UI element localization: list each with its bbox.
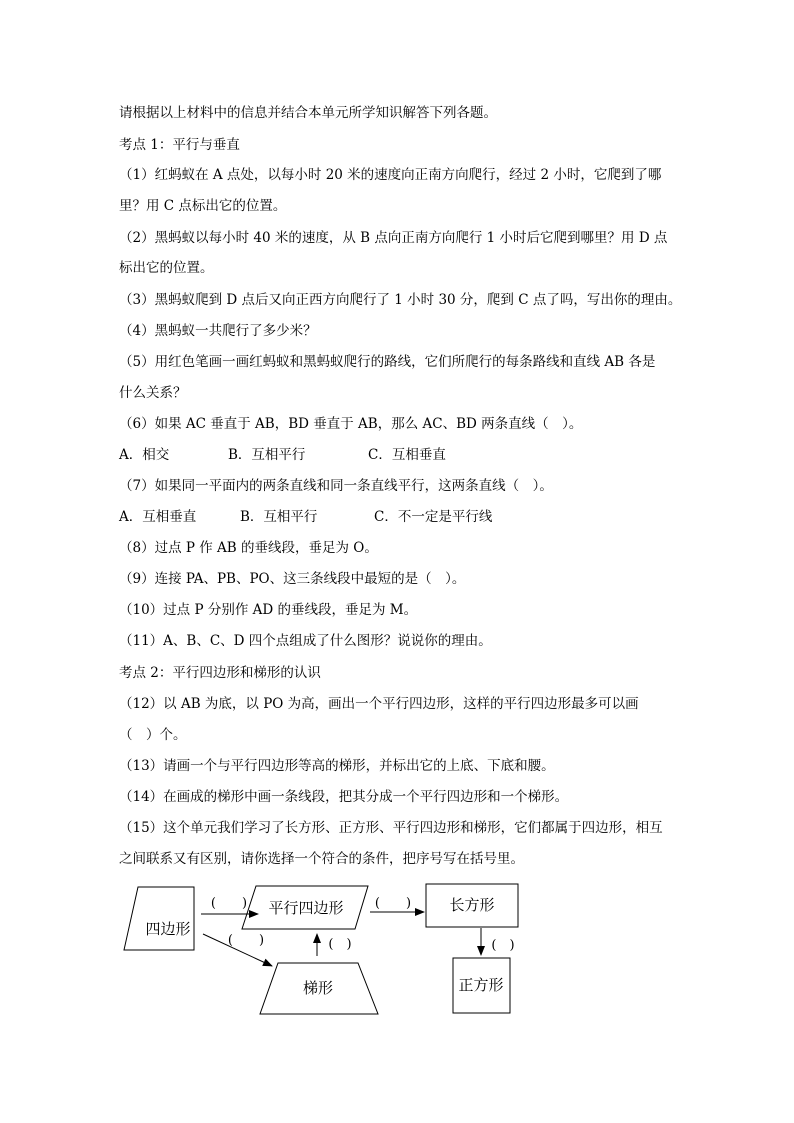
quadrilateral-label: 四边形 bbox=[145, 920, 191, 938]
question-13: （13）请画一个与平行四边形等高的梯形，并标出它的上底、下底和腰。 bbox=[119, 758, 555, 774]
section-heading-2: 考点 2：平行四边形和梯形的认识 bbox=[119, 665, 321, 681]
blank-parallelogram-to-rectangle: ( ) bbox=[374, 896, 412, 911]
question-15-line-2: 之间联系又有区别，请你选择一个符合的条件，把序号写在括号里。 bbox=[119, 851, 524, 867]
question-12-line-2: （ ）个。 bbox=[119, 727, 187, 743]
q7-option-b: B．互相平行 bbox=[240, 509, 318, 525]
question-9: （9）连接 PA、PB、PO、这三条线段中最短的是（ ）。 bbox=[119, 571, 466, 587]
question-5-line-2: 什么关系？ bbox=[119, 385, 187, 401]
blank-quadrilateral-to-trapezoid: ( ) bbox=[227, 933, 265, 948]
question-3: （3）黑蚂蚁爬到 D 点后又向正西方向爬行了 1 小时 30 分，爬到 C 点了吗，写出你的理由。 bbox=[119, 292, 682, 308]
question-8: （8）过点 P 作 AB 的垂线段，垂足为 O。 bbox=[119, 540, 378, 556]
question-7: （7）如果同一平面内的两条直线和同一条直线平行，这两条直线（ ）。 bbox=[119, 478, 553, 494]
question-1-line-2: 里？用 C 点标出它的位置。 bbox=[119, 198, 287, 214]
quadrilateral-shape bbox=[124, 887, 194, 950]
question-5-line-1: （5）用红色笔画一画红蚂蚁和黑蚂蚁爬行的路线，它们所爬行的每条路线和直线 AB 各是 bbox=[119, 354, 656, 370]
section-heading-1: 考点 1：平行与垂直 bbox=[119, 137, 240, 153]
question-2-line-1: （2）黑蚂蚁以每小时 40 米的速度，从 B 点向正南方向爬行 1 小时后它爬到哪里？用 D 点 bbox=[119, 230, 668, 246]
parallelogram-label: 平行四边形 bbox=[268, 899, 344, 917]
question-10: （10）过点 P 分别作 AD 的垂线段，垂足为 M。 bbox=[119, 602, 418, 618]
trapezoid-label: 梯形 bbox=[302, 979, 334, 997]
question-12-line-1: （12）以 AB 为底，以 PO 为高，画出一个平行四边形，这样的平行四边形最多可以画 bbox=[119, 696, 639, 712]
question-1-line-1: （1）红蚂蚁在 A 点处，以每小时 20 米的速度向正南方向爬行，经过 2 小时，它爬到了哪 bbox=[119, 167, 662, 183]
blank-rectangle-to-square: ( ) bbox=[491, 938, 515, 953]
q6-option-b: B．互相平行 bbox=[228, 447, 306, 463]
q6-option-a: A．相交 bbox=[119, 447, 170, 463]
question-14: （14）在画成的梯形中画一条线段，把其分成一个平行四边形和一个梯形。 bbox=[119, 789, 569, 805]
question-11: （11）A、B、C、D 四个点组成了什么图形？说说你的理由。 bbox=[119, 633, 492, 649]
square-label: 正方形 bbox=[458, 976, 504, 994]
q7-option-a: A．互相垂直 bbox=[119, 509, 197, 525]
q6-option-c: C．互相垂直 bbox=[368, 447, 446, 463]
blank-quadrilateral-to-parallelogram: ( ) bbox=[210, 896, 248, 911]
intro-line: 请根据以上材料中的信息并结合本单元所学知识解答下列各题。 bbox=[119, 105, 497, 121]
question-2-line-2: 标出它的位置。 bbox=[119, 260, 214, 276]
question-4: （4）黑蚂蚁一共爬行了多少米？ bbox=[119, 323, 317, 339]
question-15-line-1: （15）这个单元我们学习了长方形、正方形、平行四边形和梯形，它们都属于四边形，相互 bbox=[119, 820, 663, 836]
question-6: （6）如果 AC 垂直于 AB，BD 垂直于 AB，那么 AC、BD 两条直线（ ）。 bbox=[119, 416, 583, 432]
q7-option-c: C．不一定是平行线 bbox=[374, 509, 493, 525]
blank-trapezoid-to-parallelogram: ( ) bbox=[328, 937, 352, 952]
rectangle-label: 长方形 bbox=[449, 896, 495, 914]
